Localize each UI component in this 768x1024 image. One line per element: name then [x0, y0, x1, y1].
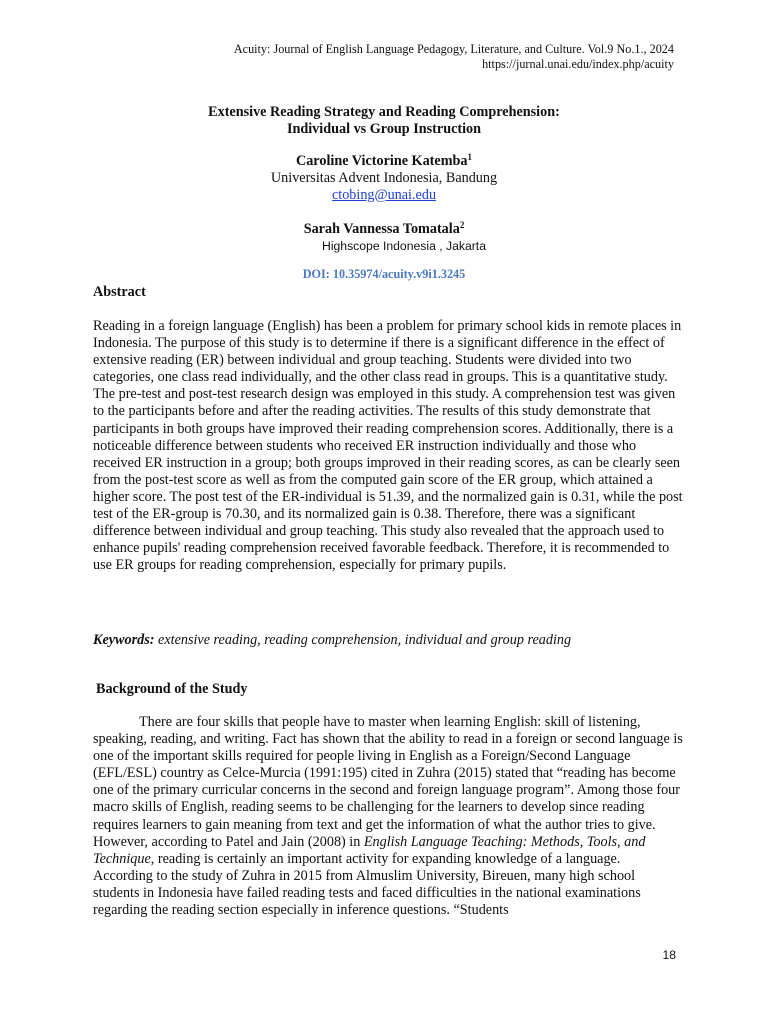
journal-citation: Acuity: Journal of English Language Pedagogy, Literature, and Culture. Vol.9 No.1., 2024 [233, 42, 674, 56]
author-marker-1: 1 [467, 152, 473, 162]
keywords-line [93, 632, 683, 649]
doi-link[interactable]: DOI: 10.35974/acuity.v9i1.3245 [302, 267, 466, 281]
keywords-label: Keywords: [93, 632, 155, 648]
journal-url: https://jurnal.unai.edu/index.php/acuity [482, 57, 674, 71]
paper-title-line-2: Individual vs Group Instruction [286, 121, 482, 137]
abstract-text: Reading in a foreign language (English) has been a problem for primary school kids in remote places in Indonesia. The purpose of this study is to determine if there is a significant difference in the effect of extensive reading (ER) between individual and group teaching. Students were divided into two categories, one class read individually, and the other class read in groups. This is a quantitative study. The pre-test and post-test research design was employed in this study. A comprehension test was given to the participants before and after the reading activities. The results of this study demonstrate that participants in both groups have improved their reading comprehension scores. Additionally, there is a noticeable difference between students who received ER instruction individually and those who received ER instruction in a group; both groups improved in their reading scores, as can be clearly seen from the post-test score as well as from the computed gain score of the ER group, which attained a higher score. The post test of the ER-individual is 51.39, and the normalized gain is 0.31, while the post test of the ER-group is 70.30, and its normalized gain is 0.38. Therefore, there was a significant difference between individual and group teaching. This study also revealed that the approach used to enhance pupils' reading comprehension received favorable feedback. Therefore, it is recommended to use ER groups for reading comprehension, especially for primary pupils. [93, 318, 683, 574]
author-marker-2: 2 [459, 220, 465, 230]
journal-header [234, 42, 674, 72]
author-name-1-text: Caroline Victorine Katemba [295, 153, 468, 169]
author-email-link[interactable]: ctobing@unai.edu [331, 187, 437, 203]
paper-title-line-1: Extensive Reading Strategy and Reading Comprehension: [208, 104, 560, 120]
background-heading: Background of the Study [96, 681, 248, 697]
background-text [93, 714, 683, 919]
author-affiliation-1: Universitas Advent Indonesia, Bandung [270, 170, 498, 186]
author-name-2 [0, 221, 768, 238]
paper-title [0, 104, 768, 138]
author-name-2-text: Sarah Vannessa Tomatala [303, 221, 460, 237]
background-book-title: English Language Teaching: Methods, Tools, and Technique, [93, 833, 646, 867]
page-number: 18 [662, 948, 676, 962]
abstract-heading: Abstract [93, 284, 146, 300]
author-affiliation-2: Highscope Indonesia , Jakarta [322, 239, 486, 253]
keywords-text: extensive reading, reading comprehension, individual and group reading [154, 632, 572, 648]
author-block-2 [0, 221, 768, 255]
background-text-part-2: reading is certainly an important activity for expanding knowledge of a language. According to the study of Zuhra in 2015 from Almuslim University, Bireuen, many high school students in Indonesia have failed reading tests and faced difficulties in the national examinations regarding the reading section especially in inference questions. “Students [93, 850, 641, 919]
author-block-1 [0, 153, 768, 204]
author-name-1 [0, 153, 768, 170]
background-text-part-1: There are four skills that people have to master when learning English: skill of listening, speaking, reading, and writing. Fact has shown that the ability to read in a foreign or second language is one of the important skills required for people living in English as a Foreign/Second Language (EFL/ESL) country as Celce-Murcia (1991:195) cited in Zuhra (2015) stated that “reading has become one of the primary curricular concerns in the second and foreign language program”. Among those four macro skills of English, reading seems to be challenging for the learners to develop since reading requires learners to gain meaning from text and get the information of what the author tries to give. However, according to Patel and Jain (2008) in [93, 714, 683, 850]
